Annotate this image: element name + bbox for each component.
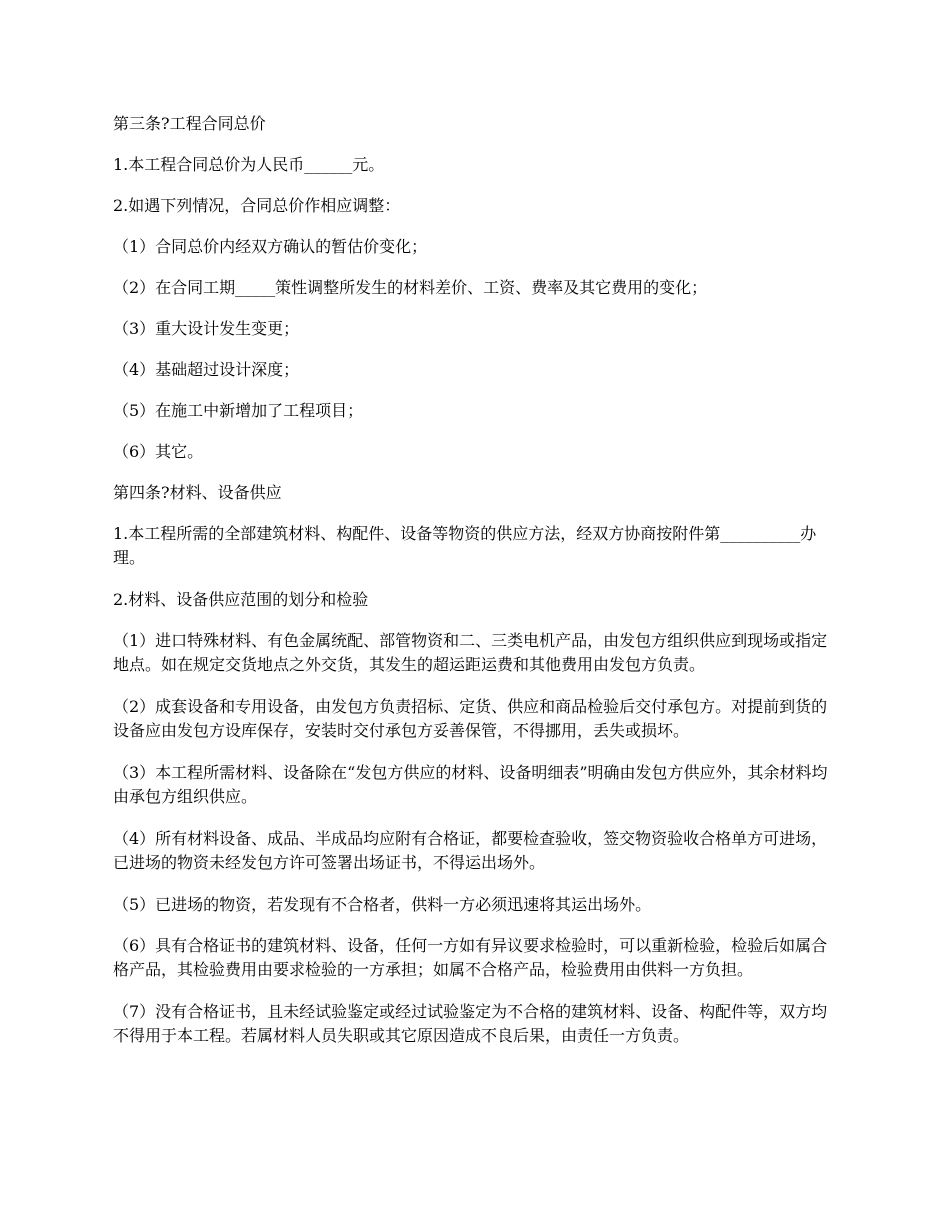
list-item: （5）在施工中新增加了工程项目；: [113, 401, 364, 420]
list-item: （1）合同总价内经双方确认的暂估价变化；: [113, 237, 428, 256]
article-3-title: 第三条?工程合同总价: [113, 114, 266, 133]
list-item: （6）其它。: [113, 442, 204, 461]
list-item: （4）基础超过设计深度；: [113, 360, 300, 379]
list-item: （2）在合同工期_____策性调整所发生的材料差价、工资、费率及其它费用的变化；: [113, 278, 708, 297]
paragraph-price-adjustment: 2.如遇下列情况，合同总价作相应调整：: [113, 196, 401, 215]
article-4-title: 第四条?材料、设备供应: [113, 483, 282, 502]
paragraph-supply-method: 1.本工程所需的全部建筑材料、构配件、设备等物资的供应方法，经双方协商按附件第__________办理。: [113, 524, 817, 567]
list-item: （3）本工程所需材料、设备除在“发包方供应的材料、设备明细表”明确由发包方供应外，其余材料均由承包方组织供应。: [113, 763, 828, 806]
list-item: （4）所有材料设备、成品、半成品均应附有合格证，都要检查验收，签交物资验收合格单方可进场，已进场的物资未经发包方许可签署出场证书，不得运出场外。: [113, 829, 828, 872]
list-item: （2）成套设备和专用设备，由发包方负责招标、定货、供应和商品检验后交付承包方。对提前到货的设备应由发包方设库保存，安装时交付承包方妥善保管，不得挪用，丢失或损坏。: [113, 697, 828, 740]
document-page: [113, 112, 840, 1066]
list-item: （7）没有合格证书，且未经试验鉴定或经过试验鉴定为不合格的建筑材料、设备、构配件等，双方均不得用于本工程。若属材料人员失职或其它原因造成不良后果，由责任一方负责。: [113, 1002, 828, 1045]
list-item: （3）重大设计发生变更；: [113, 319, 300, 338]
list-item: （5）已进场的物资，若发现有不合格者，供料一方必须迅速将其运出场外。: [113, 895, 652, 914]
paragraph-total-price: 1.本工程合同总价为人民币______元。: [113, 155, 385, 174]
list-item: （1）进口特殊材料、有色金属统配、部管物资和二、三类电机产品，由发包方组织供应到现场或指定地点。如在规定交货地点之外交货，其发生的超运距运费和其他费用由发包方负责。: [113, 631, 828, 674]
paragraph-supply-scope: 2.材料、设备供应范围的划分和检验: [113, 590, 369, 609]
list-item: （6）具有合格证书的建筑材料、设备，任何一方如有异议要求检验时，可以重新检验，检验后如属合格产品，其检验费用由要求检验的一方承担；如属不合格产品，检验费用由供料一方负担。: [113, 936, 828, 979]
